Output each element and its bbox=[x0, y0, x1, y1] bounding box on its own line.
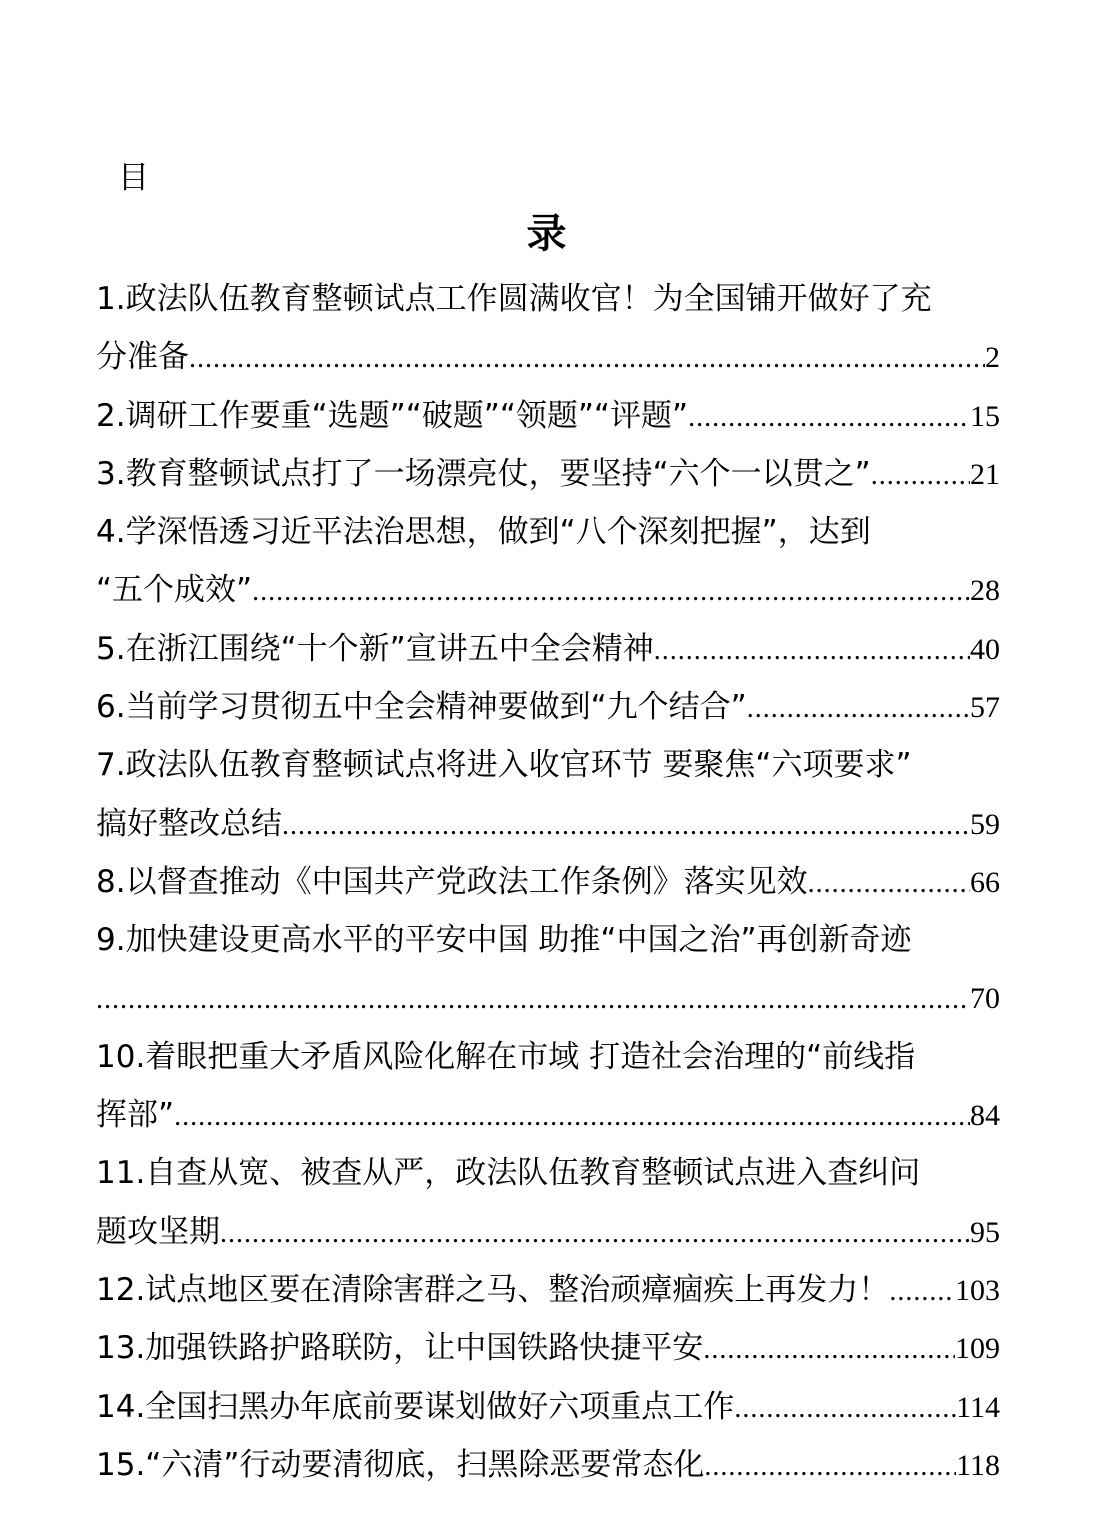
toc-entry[interactable] bbox=[96, 503, 1000, 620]
toc-leader-dots bbox=[704, 1438, 956, 1494]
toc-heading-lu: 录 bbox=[526, 211, 567, 257]
toc-entry[interactable] bbox=[96, 1261, 1000, 1319]
toc-leader-dots bbox=[688, 389, 970, 445]
toc-entry-title-line: 4.学深悟透习近平法治思想，做到“八个深刻把握”，达到 bbox=[96, 514, 871, 551]
toc-entry-title-line: 10.着眼把重大矛盾风险化解在市域 打造社会治理的“前线指 bbox=[96, 1038, 916, 1075]
toc-page-number: 40 bbox=[970, 632, 1000, 666]
toc-leader-dots bbox=[747, 680, 970, 736]
toc-entry[interactable] bbox=[96, 1378, 1000, 1436]
toc-leader-dots bbox=[174, 1088, 970, 1144]
toc-entry[interactable] bbox=[96, 1144, 1000, 1261]
toc-entry-title: 分准备 bbox=[96, 339, 189, 376]
toc-entry-title: 2.调研工作要重“选题”“破题”“领题”“评题” bbox=[96, 397, 689, 434]
toc-page-number: 95 bbox=[970, 1215, 1000, 1249]
toc-entry-title: 12.试点地区要在清除害群之马、整治顽瘴痼疾上再发力！ bbox=[96, 1272, 890, 1309]
toc-entry[interactable] bbox=[96, 270, 1000, 387]
toc-page-number: 28 bbox=[970, 574, 1000, 608]
toc-page-number: 109 bbox=[955, 1332, 1000, 1366]
toc-page-number: 15 bbox=[970, 399, 1000, 433]
toc-entry[interactable] bbox=[96, 1319, 1000, 1377]
toc-entry-title-line: 9.加快建设更高水平的平安中国 助推“中国之治”再创新奇迹 bbox=[96, 922, 912, 959]
toc-entry-title-line: 11.自查从宽、被查从严，政法队伍教育整顿试点进入查纠问 bbox=[96, 1155, 921, 1192]
toc-entry-title: 15.“六清”行动要清彻底，扫黑除恶要常态化 bbox=[96, 1446, 705, 1483]
toc-leader-dots bbox=[96, 971, 970, 1028]
toc-entry-title: 6.当前学习贯彻五中全会精神要做到“九个结合” bbox=[96, 689, 747, 726]
toc-leader-dots bbox=[703, 1321, 955, 1377]
toc-page-number: 118 bbox=[956, 1448, 1000, 1482]
toc-page-number: 114 bbox=[956, 1390, 1000, 1424]
toc-leader-dots bbox=[189, 330, 985, 386]
toc-leader-dots bbox=[654, 622, 970, 678]
toc-entry-title: 3.教育整顿试点打了一场漂亮仗，要坚持“六个一以贯之” bbox=[96, 455, 871, 492]
toc-heading-mu: 目 bbox=[118, 160, 149, 196]
toc-entry[interactable] bbox=[96, 445, 1000, 503]
toc-page-number: 103 bbox=[955, 1274, 1000, 1308]
toc-leader-dots bbox=[808, 855, 970, 911]
toc-entry[interactable] bbox=[96, 1436, 1000, 1494]
toc-entry[interactable] bbox=[96, 620, 1000, 678]
toc-entry[interactable] bbox=[96, 736, 1000, 853]
toc-page-number: 21 bbox=[970, 457, 1000, 491]
toc-entry-title-line: 7.政法队伍教育整顿试点将进入收官环节 要聚焦“六项要求” bbox=[96, 747, 912, 784]
toc-entry[interactable] bbox=[96, 853, 1000, 911]
toc-entry-title: 挥部” bbox=[96, 1097, 175, 1134]
toc-leader-dots bbox=[282, 797, 970, 853]
toc-entry-title: 搞好整改总结 bbox=[96, 805, 282, 842]
toc-entry-title: “五个成效” bbox=[96, 572, 253, 609]
toc-page-number: 66 bbox=[970, 865, 1000, 899]
table-of-contents bbox=[96, 270, 1000, 1494]
toc-entry-title-line: 1.政法队伍教育整顿试点工作圆满收官！为全国铺开做好了充 bbox=[96, 281, 932, 317]
toc-leader-dots bbox=[889, 1263, 955, 1319]
toc-leader-dots bbox=[220, 1205, 970, 1261]
toc-entry[interactable] bbox=[96, 911, 1000, 1028]
toc-page-number: 70 bbox=[970, 981, 1000, 1015]
toc-page-number: 59 bbox=[970, 807, 1000, 841]
toc-entry-title: 题攻坚期 bbox=[96, 1213, 220, 1250]
toc-entry[interactable] bbox=[96, 678, 1000, 736]
toc-leader-dots bbox=[252, 563, 970, 619]
toc-page-number: 57 bbox=[970, 691, 1000, 725]
toc-leader-dots bbox=[734, 1380, 956, 1436]
toc-entry[interactable] bbox=[96, 1028, 1000, 1145]
toc-page-number: 84 bbox=[970, 1099, 1000, 1133]
toc-entry-title: 8.以督查推动《中国共产党政法工作条例》落实见效 bbox=[96, 863, 808, 900]
toc-entry-title: 13.加强铁路护路联防，让中国铁路快捷平安 bbox=[96, 1330, 704, 1367]
toc-entry-title: 5.在浙江围绕“十个新”宣讲五中全会精神 bbox=[96, 630, 654, 667]
toc-entry[interactable] bbox=[96, 387, 1000, 445]
toc-page-number: 2 bbox=[985, 341, 1000, 375]
toc-entry-title: 14.全国扫黑办年底前要谋划做好六项重点工作 bbox=[96, 1388, 735, 1425]
toc-leader-dots bbox=[871, 447, 970, 503]
